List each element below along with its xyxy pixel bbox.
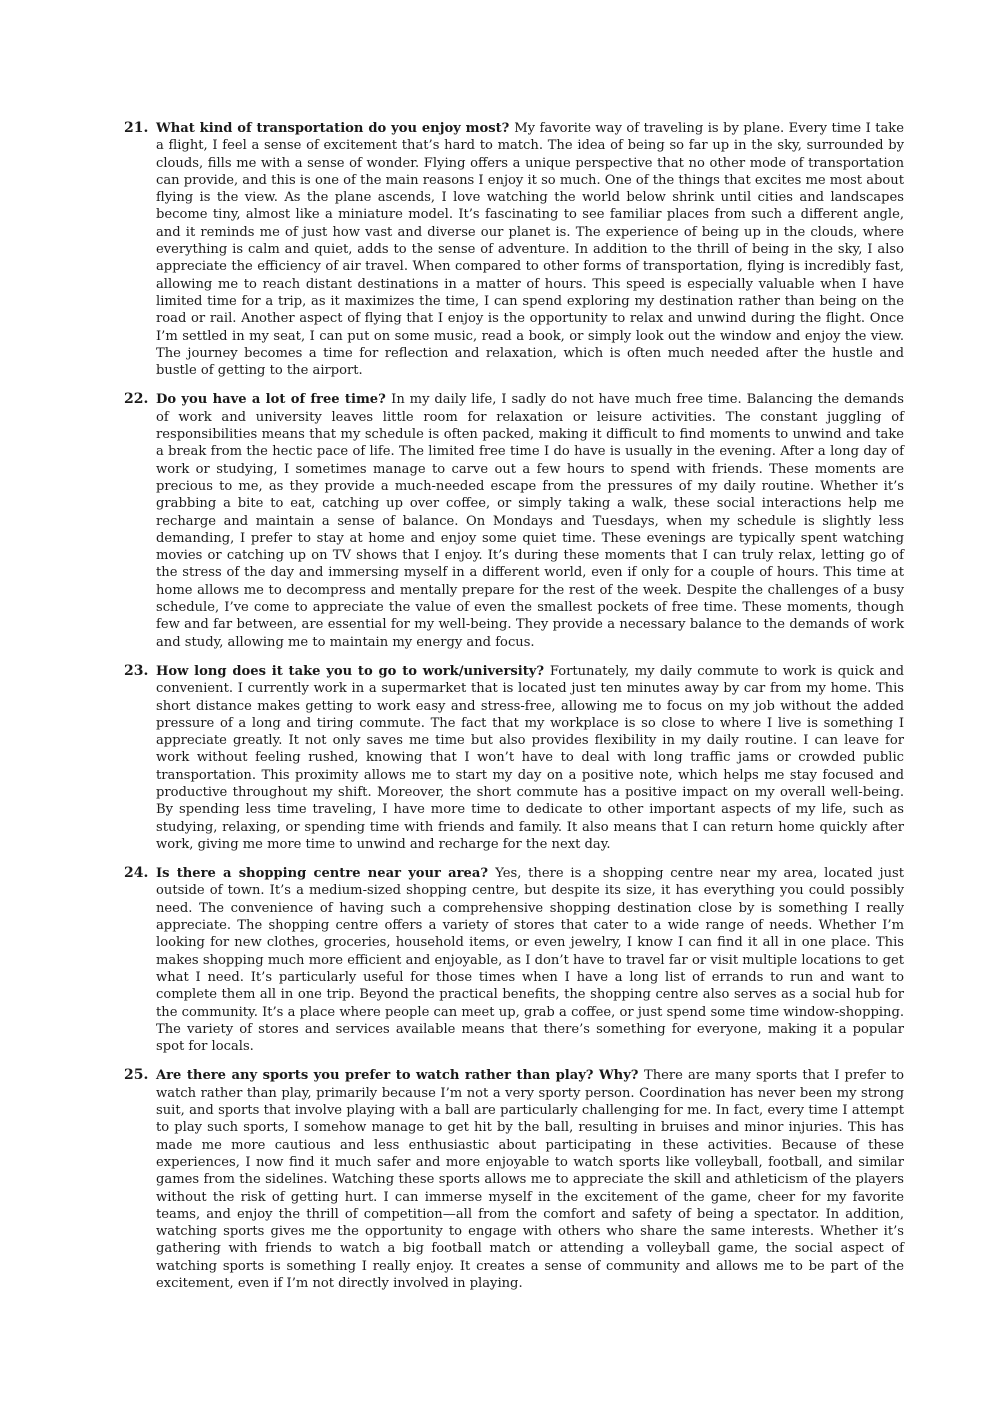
answer-text: My favorite way of traveling is by plane. Every time I take a flight, I feel a sense of excitement that’s hard to match. The idea of being so far up in the sky, surrounded by clouds, fills me with a sense of wonder. Flying offers a unique perspective that no other mode of transportation can provide, and this is one of the main reasons I enjoy it so much. One of the things that excites me most about flying is the view. As the plane ascends, I love watching the world below shrink until cities and landscapes become tiny, almost like a miniature model. It’s fascinating to see familiar places from such a different angle, and it reminds me of just how vast and diverse our planet is. The experience of being up in the clouds, where everything is calm and quiet, adds to the sense of adventure. In addition to the thrill of being in the sky, I also appreciate the efficiency of air travel. When compared to other forms of transportation, flying is incredibly fast, allowing me to reach distant destinations in a matter of hours. This speed is especially valuable when I have limited time for a trip, as it maximizes the time, I can spend exploring my destination rather than being on the road or rail. Another aspect of flying that I enjoy is the opportunity to relax and unwind during the flight. Once I’m settled in my seat, I can put on some music, read a book, or simply look out the window and enjoy the view. The journey becomes a time for reflection and relaxation, which is often much needed after the hustle and bustle of getting to the airport.: [156, 121, 904, 379]
question-text: Are there any sports you prefer to watch rather than play? Why?: [156, 1068, 644, 1084]
list-item: [124, 1067, 904, 1292]
item-number: 25.: [124, 1067, 149, 1084]
item-number: 23.: [124, 662, 149, 679]
item-number: 22.: [124, 391, 149, 408]
answer-text: There are many sports that I prefer to watch rather than play, primarily because I’m not a very sporty person. Coordination has never been my strong suit, and sports that involve playing with a ball are particularly challenging for me. In fact, every time I attempt to play such sports, I somehow manage to get hit by the ball, resulting in bruises and minor injuries. This has made me more cautious and less enthusiastic about participating in these activities. Because of these experiences, I now find it much safer and more enjoyable to watch sports like volleyball, football, and similar games from the sidelines. Watching these sports allows me to appreciate the skill and athleticism of the players without the risk of getting hurt. I can immerse myself in the excitement of the game, cheer for my favorite teams, and enjoy the thrill of competition—all from the comfort and safety of being a spectator. In addition, watching sports gives me the opportunity to engage with others who share the same interests. Whether it’s gathering with friends to watch a big football match or attending a volleyball game, the social aspect of watching sports is something I really enjoy. It creates a sense of community and allows me to be part of the excitement, even if I’m not directly involved in playing.: [156, 1068, 904, 1291]
answer-text: Yes, there is a shopping centre near my area, located just outside of town. It’s a medium-sized shopping centre, but despite its size, it has everything you could possibly need. The convenience of having such a comprehensive shopping destination close by is something I really appreciate. The shopping centre offers a variety of stores that cater to a wide range of needs. Whether I’m looking for new clothes, groceries, household items, or even jewelry, I know I can find it all in one place. This makes shopping much more efficient and enjoyable, as I don’t have to travel far or visit multiple locations to get what I need. It’s particularly useful for those times when I have a long list of errands to run and want to complete them all in one trip. Beyond the practical benefits, the shopping centre also serves as a social hub for the community. It’s a place where people can meet up, grab a coffee, or just spend some time window-shopping. The variety of stores and services available means that there’s something for everyone, making it a popular spot for locals.: [156, 866, 905, 1055]
list-item: [124, 391, 904, 650]
question-text: How long does it take you to go to work/university?: [156, 663, 550, 679]
question-text: Do you have a lot of free time?: [156, 392, 392, 408]
list-item: [124, 120, 904, 379]
question-text: Is there a shopping centre near your area?: [156, 866, 496, 882]
item-number: 24.: [124, 865, 149, 882]
list-item: [124, 663, 904, 853]
question-text: What kind of transportation do you enjoy most?: [156, 121, 515, 136]
question-list: [124, 120, 904, 1304]
item-number: 21.: [124, 120, 149, 136]
list-item: [124, 865, 904, 1055]
answer-text: In my daily life, I sadly do not have much free time. Balancing the demands of work and university leaves little room for relaxation or leisure activities. The constant juggling of responsibilities means that my schedule is often packed, making it difficult to find moments to unwind and take a break from the hectic pace of life. The limited free time I do have is usually in the evening. After a long day of work or studying, I sometimes manage to carve out a few hours to spend with friends. These moments are precious to me, as they provide a much-needed escape from the pressures of my daily routine. Whether it’s grabbing a bite to eat, catching up over coffee, or simply taking a walk, these social interactions help me recharge and maintain a sense of balance. On Mondays and Tuesdays, when my schedule is slightly less demanding, I prefer to stay at home and enjoy some quiet time. These evenings are typically spent watching movies or catching up on TV shows that I enjoy. It’s during these moments that I can truly relax, letting go of the stress of the day and immersing myself in a different world, even if only for a couple of hours. This time at home allows me to decompress and mentally prepare for the rest of the week. Despite the challenges of a busy schedule, I’ve come to appreciate the value of even the smallest pockets of free time. These moments, though few and far between, are essential for my well-being. They provide a necessary balance to the demands of work and study, allowing me to maintain my energy and focus.: [156, 392, 904, 650]
answer-text: Fortunately, my daily commute to work is quick and convenient. I currently work in a supermarket that is located just ten minutes away by car from my home. This short distance makes getting to work easy and stress-free, allowing me to focus on my job without the added pressure of a long and tiring commute. The fact that my workplace is so close to where I live is something I appreciate greatly. It not only saves me time but also provides flexibility in my daily routine. I can leave for work without feeling rushed, knowing that I won’t have to deal with long traffic jams or crowded public transportation. This proximity allows me to start my day on a positive note, which helps me stay focused and productive throughout my shift. Moreover, the short commute has a positive impact on my overall well-being. By spending less time traveling, I have more time to dedicate to other important aspects of my life, such as studying, relaxing, or spending time with friends and family. It also means that I can return home quickly after work, giving me more time to unwind and recharge for the next day.: [156, 663, 904, 852]
